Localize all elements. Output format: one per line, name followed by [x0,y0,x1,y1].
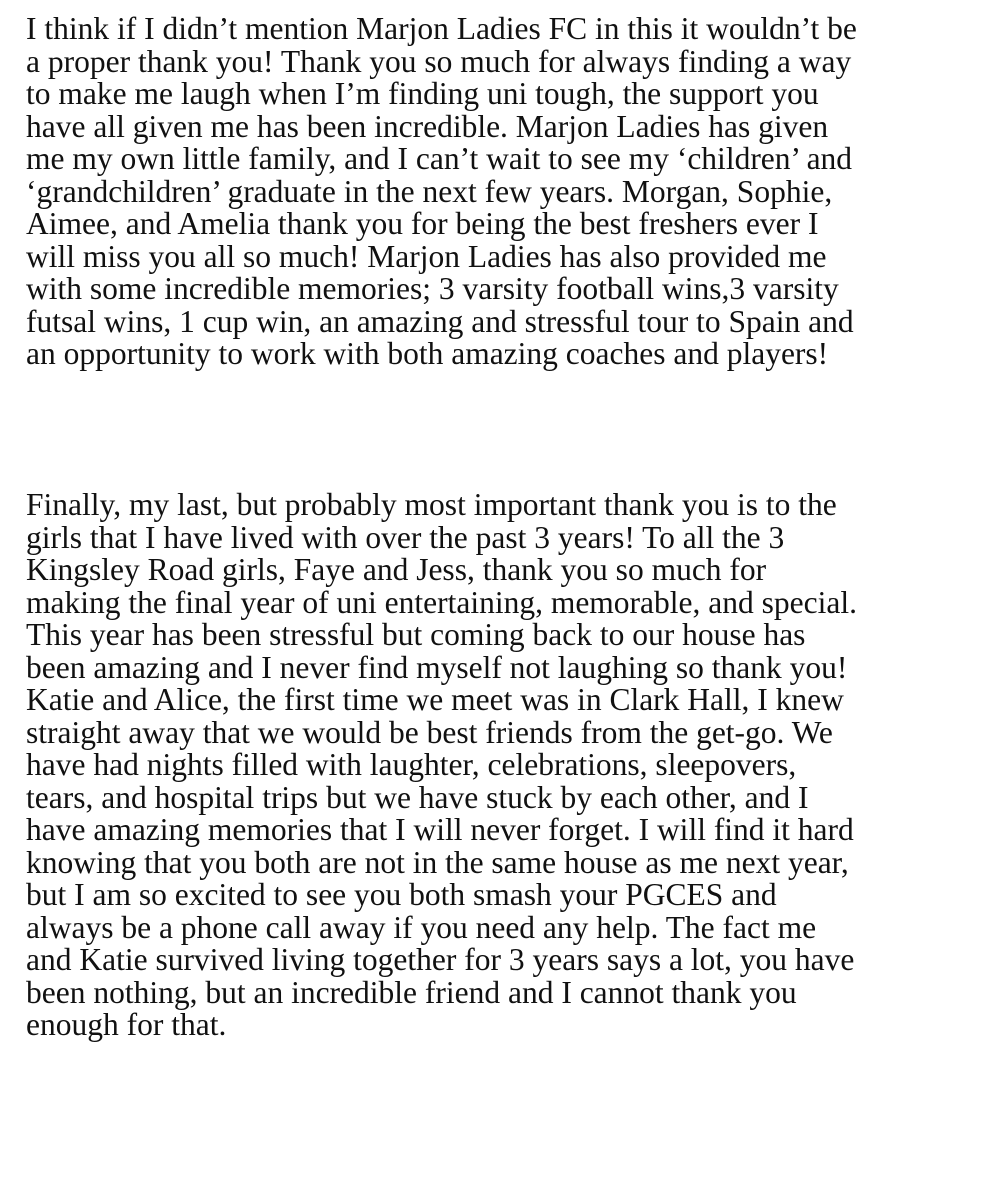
text-line: will miss you all so much! Marjon Ladies has also provided me [26,238,827,274]
text-line: making the final year of uni entertaining, memorable, and special. [26,584,857,620]
text-line: been amazing and I never find myself not laughing so thank you! [26,649,848,685]
text-line: with some incredible memories; 3 varsity football wins,3 varsity [26,271,839,306]
text-line: an opportunity to work with both amazing coaches and players! [26,336,829,371]
text-line: a proper thank you! Thank you so much for always finding a way [26,43,852,79]
paragraph-housemates [26,489,986,1042]
text-line: have all given me has been incredible. Marjon Ladies has given [26,108,829,144]
text-line: been nothing, but an incredible friend and I cannot thank you [26,974,797,1010]
text-line: futsal wins, 1 cup win, an amazing and stressful tour to Spain and [26,303,854,339]
text-line: have had nights filled with laughter, celebrations, sleepovers, [26,747,797,782]
text-line: This year has been stressful but coming back to our house has [26,617,806,652]
text-line: and Katie survived living together for 3 years says a lot, you have [26,942,855,977]
text-line: but I am so excited to see you both smash your PGCES and [26,877,777,912]
text-line: knowing that you both are not in the same house as me next year, [26,844,849,880]
text-line: Katie and Alice, the first time we meet was in Clark Hall, I knew [26,682,844,717]
text-line: have amazing memories that I will never forget. I will find it hard [26,812,854,847]
text-line: enough for that. [26,1007,227,1042]
text-line: Finally, my last, but probably most important thank you is to the [26,487,837,522]
text-line: tears, and hospital trips but we have stuck by each other, and I [26,779,809,815]
text-line: always be a phone call away if you need any help. The fact me [26,909,817,945]
text-line: me my own little family, and I can’t wait to see my ‘children’ and [26,141,853,176]
text-line: I think if I didn’t mention Marjon Ladies FC in this it wouldn’t be [26,11,857,46]
text-line: ‘grandchildren’ graduate in the next few years. Morgan, Sophie, [26,173,833,209]
text-line: girls that I have lived with over the past 3 years! To all the 3 [26,519,785,555]
text-line: straight away that we would be best friends from the get-go. We [26,714,833,750]
text-line: Aimee, and Amelia thank you for being the best freshers ever I [26,206,819,241]
text-line: Kingsley Road girls, Faye and Jess, thank you so much for [26,552,767,587]
paragraph-marjon-ladies [26,13,986,371]
text-line: to make me laugh when I’m finding uni tough, the support you [26,76,819,111]
